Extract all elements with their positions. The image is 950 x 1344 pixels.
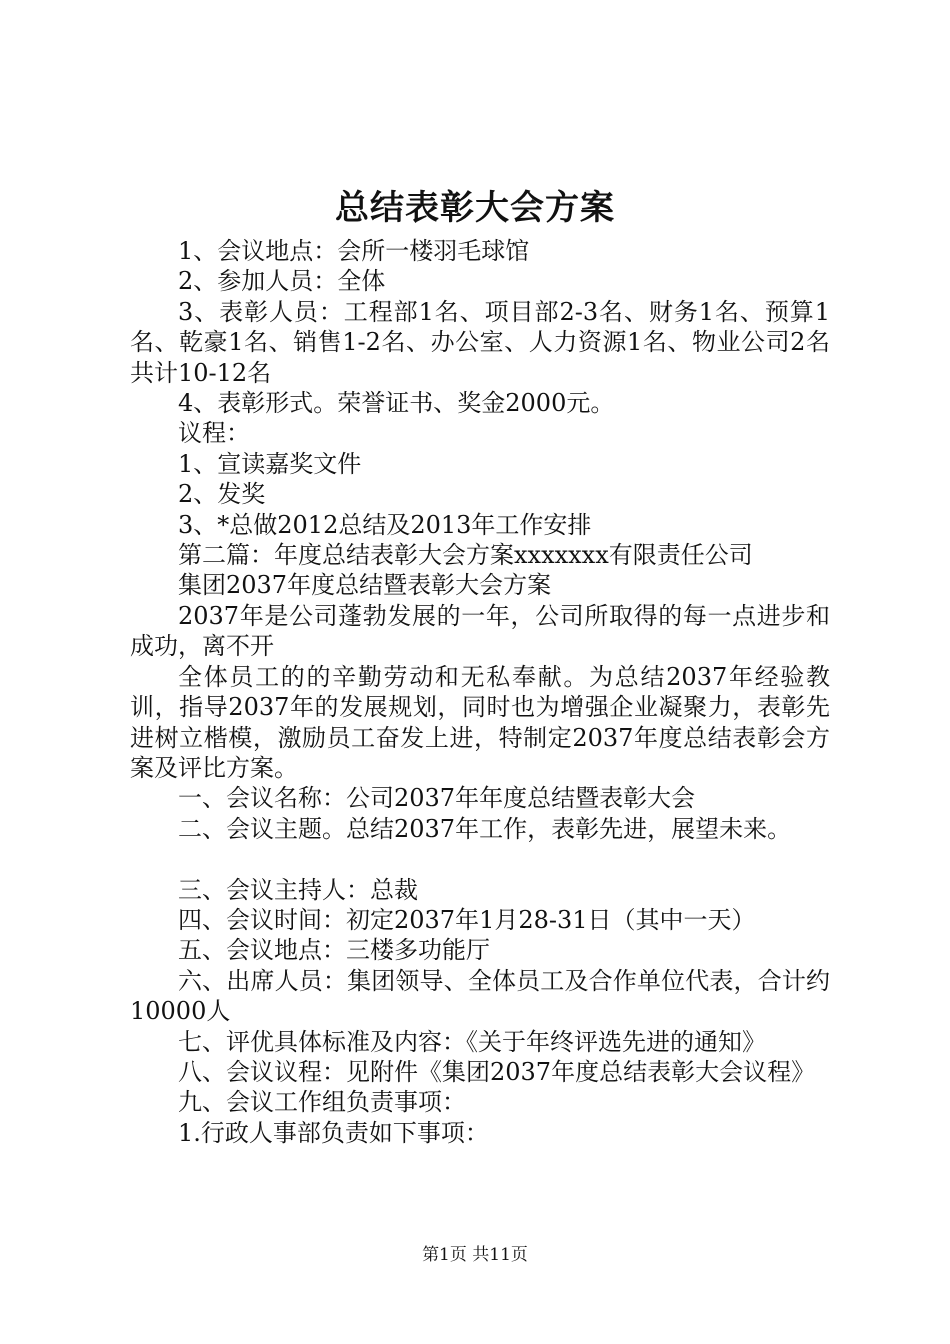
paragraph: 三、会议主持人：总裁 [178,875,418,904]
paragraph: 六、出席人员：集团领导、全体员工及合作单位代表，合计约10000人 [130,966,830,1026]
paragraph: 第二篇：年度总结表彰大会方案xxxxxxx有限责任公司 [178,541,753,570]
document-title: 总结表彰大会方案 [335,188,615,228]
paragraph: 2、发奖 [178,480,266,509]
paragraph: 4、表彰形式。荣誉证书、奖金2000元。 [178,389,615,418]
paragraph: 1.行政人事部负责如下事项： [178,1118,489,1147]
paragraph: 议程： [178,419,250,448]
paragraph: 3、*总做2012总结及2013年工作安排 [178,510,592,539]
paragraph: 四、会议时间：初定2037年1月28-31日（其中一天） [178,905,756,934]
paragraph: 七、评优具体标准及内容：《关于年终评选先进的通知》 [178,1027,766,1056]
page-indicator: 第1页 共11页 [422,1245,528,1265]
paragraph: 八、会议议程：见附件《集团2037年度总结表彰大会议程》 [178,1057,816,1086]
paragraph: 1、会议地点：会所一楼羽毛球馆 [178,237,530,265]
paragraph: 集团2037年度总结暨表彰大会方案 [178,571,552,600]
document-body [130,236,830,1148]
paragraph: 3、表彰人员：工程部1名、项目部2-3名、财务1名、预算1名、乾豪1名、销售1-2名、办公室、人力资源1名、物业公司2名共计10-12名 [130,297,830,387]
paragraph: 2、参加人员：全体 [178,267,386,296]
paragraph: 五、会议地点：三楼多功能厅 [178,936,490,965]
blank-line [130,844,830,874]
paragraph: 全体员工的的辛勤劳动和无私奉献。为总结2037年经验教训，指导2037年的发展规划，同时也为增强企业凝聚力，表彰先进树立楷模，激励员工奋发上进，特制定2037年度总结表彰会方案及评比方案。 [130,662,830,782]
paragraph: 二、会议主题。总结2037年工作，表彰先进，展望未来。 [178,814,792,843]
paragraph: 2037年是公司蓬勃发展的一年，公司所取得的每一点进步和成功，离不开 [130,601,830,661]
paragraph: 一、会议名称：公司2037年年度总结暨表彰大会 [178,784,696,813]
paragraph: 1、宣读嘉奖文件 [178,449,362,478]
paragraph: 九、会议工作组负责事项： [178,1088,466,1117]
